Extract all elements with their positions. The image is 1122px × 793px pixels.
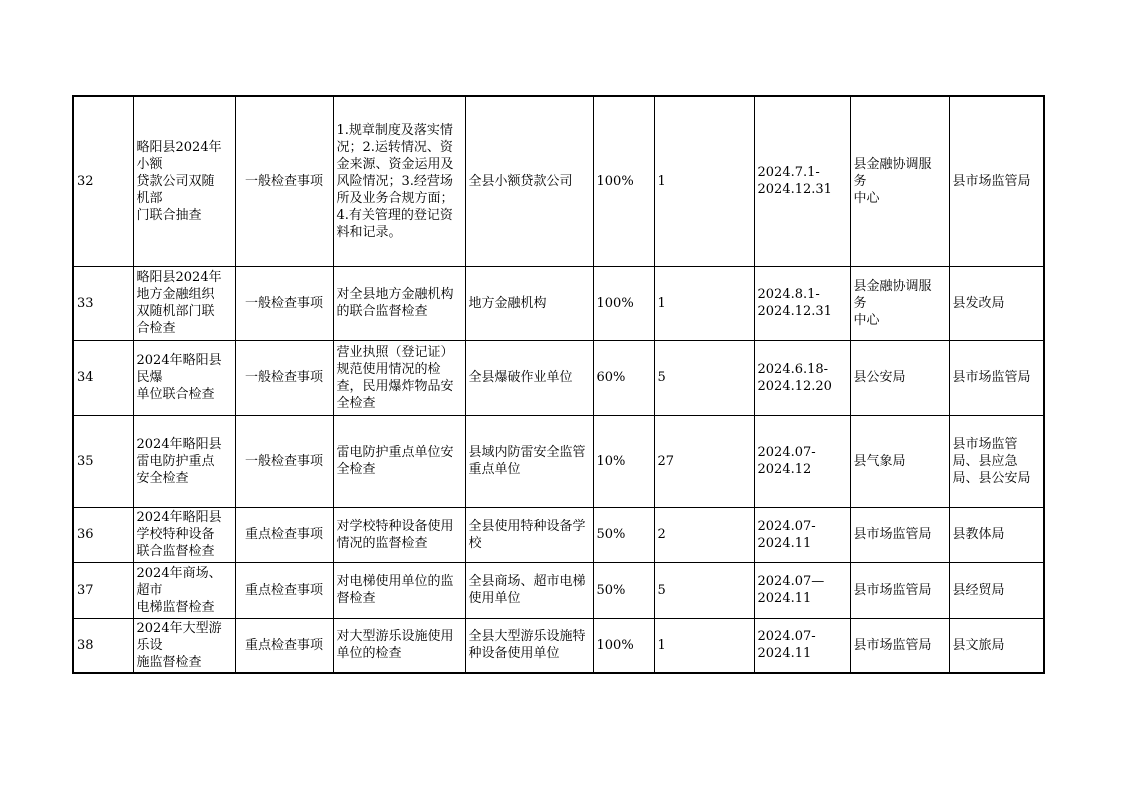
period-cell: 2024.07- 2024.11 [754,507,850,562]
lead-department-cell: 县市场监管局 [850,507,949,562]
category-cell: 一般检查事项 [235,96,333,266]
period-cell: 2024.07- 2024.12 [754,415,850,507]
count-cell: 1 [654,266,754,340]
content-cell: 1.规章制度及落实情况；2.运转情况、资金来源、资金运用及风险情况；3.经营场所及业务合规方面；4.有关管理的登记资料和记录。 [333,96,465,266]
count-cell: 27 [654,415,754,507]
inspection-plan-table [72,95,1045,674]
period-cell: 2024.6.18- 2024.12.20 [754,340,850,415]
lead-department-cell: 县公安局 [850,340,949,415]
partner-department-cell: 县市场监管局、县应急局、县公安局 [949,415,1044,507]
object-cell: 全县大型游乐设施特种设备使用单位 [465,618,593,673]
object-cell: 全县小额贷款公司 [465,96,593,266]
object-cell: 地方金融机构 [465,266,593,340]
lead-department-cell: 县市场监管局 [850,618,949,673]
task-name-cell: 2024年略阳县 雷电防护重点 安全检查 [133,415,235,507]
partner-department-cell: 县市场监管局 [949,96,1044,266]
period-cell: 2024.8.1- 2024.12.31 [754,266,850,340]
task-name-cell: 2024年商场、 超市 电梯监督检查 [133,562,235,618]
table-row [73,266,1044,340]
table-row [73,415,1044,507]
lead-department-cell: 县金融协调服 务 中心 [850,266,949,340]
partner-department-cell: 县市场监管局 [949,340,1044,415]
task-name-cell: 2024年略阳县 学校特种设备 联合监督检查 [133,507,235,562]
lead-department-cell: 县气象局 [850,415,949,507]
count-cell: 5 [654,340,754,415]
table-row [73,507,1044,562]
period-cell: 2024.07— 2024.11 [754,562,850,618]
content-cell: 对学校特种设备使用情况的监督检查 [333,507,465,562]
row-number-cell: 34 [73,340,133,415]
content-cell: 营业执照（登记证）规范使用情况的检查，民用爆炸物品安全检查 [333,340,465,415]
partner-department-cell: 县经贸局 [949,562,1044,618]
ratio-cell: 50% [593,562,654,618]
lead-department-cell: 县金融协调服 务 中心 [850,96,949,266]
row-number-cell: 35 [73,415,133,507]
row-number-cell: 38 [73,618,133,673]
ratio-cell: 100% [593,266,654,340]
period-cell: 2024.7.1- 2024.12.31 [754,96,850,266]
row-number-cell: 37 [73,562,133,618]
table-row [73,562,1044,618]
content-cell: 对大型游乐设施使用单位的检查 [333,618,465,673]
ratio-cell: 100% [593,96,654,266]
object-cell: 全县使用特种设备学校 [465,507,593,562]
task-name-cell: 略阳县2024年 地方金融组织 双随机部门联 合检查 [133,266,235,340]
ratio-cell: 100% [593,618,654,673]
table-row [73,618,1044,673]
row-number-cell: 32 [73,96,133,266]
ratio-cell: 50% [593,507,654,562]
content-cell: 对电梯使用单位的监督检查 [333,562,465,618]
category-cell: 一般检查事项 [235,266,333,340]
table-row [73,96,1044,266]
object-cell: 县域内防雷安全监管重点单位 [465,415,593,507]
category-cell: 一般检查事项 [235,415,333,507]
task-name-cell: 略阳县2024年 小额 贷款公司双随 机部 门联合抽查 [133,96,235,266]
partner-department-cell: 县发改局 [949,266,1044,340]
table-row [73,340,1044,415]
category-cell: 一般检查事项 [235,340,333,415]
row-number-cell: 33 [73,266,133,340]
ratio-cell: 60% [593,340,654,415]
count-cell: 1 [654,96,754,266]
row-number-cell: 36 [73,507,133,562]
task-name-cell: 2024年大型游 乐设 施监督检查 [133,618,235,673]
partner-department-cell: 县教体局 [949,507,1044,562]
object-cell: 全县爆破作业单位 [465,340,593,415]
task-name-cell: 2024年略阳县 民爆 单位联合检查 [133,340,235,415]
category-cell: 重点检查事项 [235,507,333,562]
partner-department-cell: 县文旅局 [949,618,1044,673]
object-cell: 全县商场、超市电梯使用单位 [465,562,593,618]
category-cell: 重点检查事项 [235,562,333,618]
content-cell: 对全县地方金融机构的联合监督检查 [333,266,465,340]
ratio-cell: 10% [593,415,654,507]
category-cell: 重点检查事项 [235,618,333,673]
count-cell: 5 [654,562,754,618]
lead-department-cell: 县市场监管局 [850,562,949,618]
count-cell: 1 [654,618,754,673]
count-cell: 2 [654,507,754,562]
period-cell: 2024.07- 2024.11 [754,618,850,673]
content-cell: 雷电防护重点单位安全检查 [333,415,465,507]
